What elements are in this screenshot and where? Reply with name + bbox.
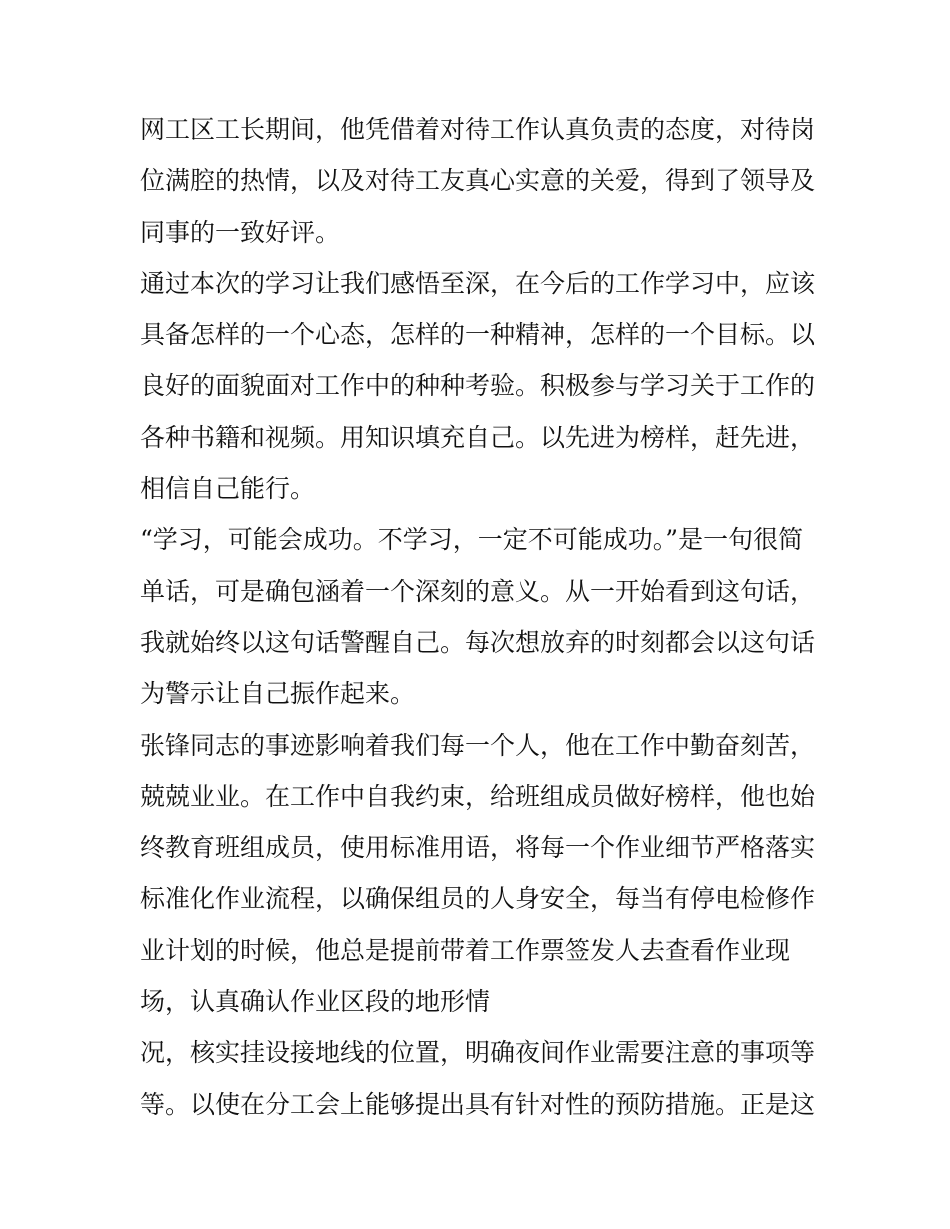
text-line: 况，核实挂设接地线的位置，明确夜间作业需要注意的事项等 (140, 1038, 816, 1068)
text-line: 各种书籍和视频。用知识填充自己。以先进为榜样，赶先进， (140, 422, 816, 452)
text-line: 具备怎样的一个心态，怎样的一种精神，怎样的一个目标。以 (140, 320, 816, 350)
text-line: 张锋同志的事迹影响着我们每一个人，他在工作中勤奋刻苦， (140, 730, 816, 760)
text-line: 网工区工长期间，他凭借着对待工作认真负责的态度，对待岗 (140, 115, 816, 144)
text-line: 等。以使在分工会上能够提出具有针对性的预防措施。正是这 (140, 1089, 816, 1119)
text-line: 标准化作业流程，以确保组员的人身安全，每当有停电检修作 (140, 884, 816, 914)
body-text (140, 104, 820, 1130)
text-line: 同事的一致好评。 (140, 217, 341, 247)
text-line: “学习，可能会成功。不学习，一定不可能成功。”是一句很简 (140, 525, 804, 555)
text-line: 为警示让自己振作起来。 (140, 679, 416, 709)
text-line: 业计划的时候，他总是提前带着工作票签发人去查看作业现 (140, 935, 791, 965)
text-line: 通过本次的学习让我们感悟至深，在今后的工作学习中，应该 (140, 268, 816, 298)
text-line: 兢兢业业。在工作中自我约束，给班组成员做好榜样，他也始 (140, 781, 816, 811)
text-line: 场，认真确认作业区段的地形情 (140, 987, 491, 1017)
text-line: 终教育班组成员，使用标准用语，将每一个作业细节严格落实 (140, 833, 816, 863)
text-line: 单话，可是确包涵着一个深刻的意义。从一开始看到这句话， (140, 576, 816, 606)
text-line: 良好的面貌面对工作中的种种考验。积极参与学习关于工作的 (140, 371, 816, 401)
text-line: 位满腔的热情，以及对待工友真心实意的关爱，得到了领导及 (140, 166, 816, 196)
text-line: 相信自己能行。 (140, 474, 316, 504)
text-line: 我就始终以这句话警醒自己。每次想放弃的时刻都会以这句话 (140, 627, 816, 657)
